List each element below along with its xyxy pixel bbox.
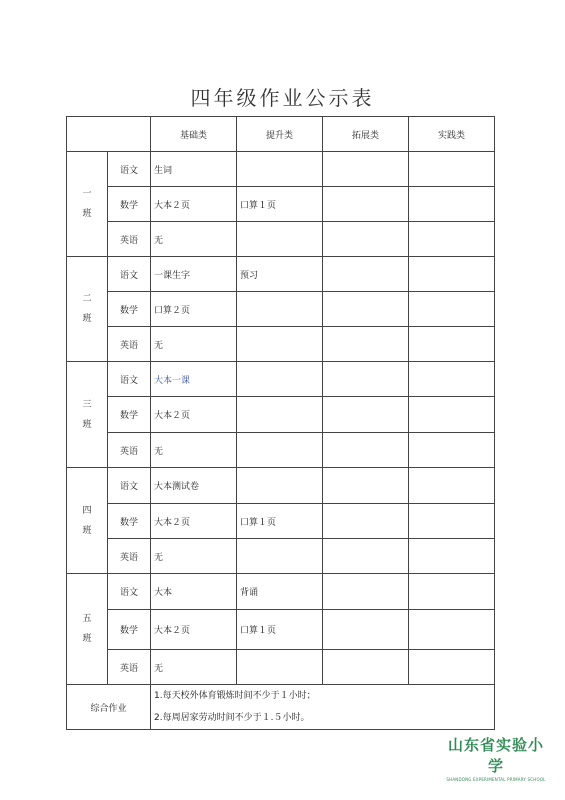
cell-advanced	[237, 468, 323, 504]
subject-label: 英语	[108, 650, 151, 685]
table-row	[67, 152, 495, 187]
cell-extension	[323, 292, 409, 327]
subject-label: 数学	[108, 610, 151, 650]
class-label-char: 一	[82, 189, 92, 199]
cell-extension	[323, 257, 409, 292]
cell-basic: 大本测试卷	[151, 468, 237, 504]
school-logo	[441, 734, 551, 782]
cell-advanced	[237, 539, 323, 574]
cell-extension	[323, 610, 409, 650]
homework-table	[66, 116, 495, 730]
class-label-char: 二	[82, 294, 92, 304]
cell-extension	[323, 468, 409, 504]
header-row	[67, 117, 495, 152]
class-label-char: 三	[82, 399, 92, 410]
class-label-char: 班	[82, 525, 92, 536]
cell-extension	[323, 397, 409, 433]
cell-practice	[409, 650, 495, 685]
cell-basic: 无	[151, 433, 237, 468]
cell-basic: 大本２页	[151, 397, 237, 433]
comprehensive-row	[67, 685, 495, 730]
table-row	[67, 327, 495, 362]
cell-practice	[409, 327, 495, 362]
comprehensive-line-2: 2.每周居家劳动时间不少于１.５小时。	[154, 713, 310, 723]
cell-practice	[409, 504, 495, 539]
cell-extension	[323, 327, 409, 362]
class-label-char: 五	[82, 614, 92, 624]
class-label-char: 班	[82, 209, 92, 219]
table-row	[67, 222, 495, 257]
cell-practice	[409, 468, 495, 504]
cell-practice	[409, 152, 495, 187]
cell-advanced	[237, 292, 323, 327]
subject-label: 数学	[108, 397, 151, 433]
header-practice: 实践类	[409, 117, 495, 152]
subject-label: 数学	[108, 187, 151, 222]
cell-extension	[323, 539, 409, 574]
header-corner	[67, 117, 151, 152]
cell-extension	[323, 152, 409, 187]
cell-advanced: 预习	[237, 257, 323, 292]
cell-practice	[409, 397, 495, 433]
subject-label: 英语	[108, 433, 151, 468]
comprehensive-label: 综合作业	[67, 685, 151, 730]
comprehensive-line-1: 1.每天校外体育锻炼时间不少于１小时；	[154, 691, 316, 701]
cell-advanced: 口算１页	[237, 187, 323, 222]
class-label-char: 四	[82, 505, 92, 516]
cell-practice	[409, 539, 495, 574]
cell-basic: 无	[151, 539, 237, 574]
table-row	[67, 362, 495, 397]
comprehensive-content	[151, 685, 495, 730]
class-label-char: 班	[82, 634, 92, 644]
table-row	[67, 574, 495, 610]
cell-practice	[409, 433, 495, 468]
page-title: 四年级作业公示表	[190, 86, 375, 110]
cell-advanced: 口算１页	[237, 504, 323, 539]
class-label	[67, 468, 108, 574]
table-row	[67, 292, 495, 327]
header-advanced: 提升类	[237, 117, 323, 152]
subject-label: 语文	[108, 574, 151, 610]
cell-practice	[409, 362, 495, 397]
subject-label: 语文	[108, 152, 151, 187]
cell-extension	[323, 574, 409, 610]
cell-extension	[323, 222, 409, 257]
table-row	[67, 539, 495, 574]
cell-advanced	[237, 433, 323, 468]
cell-basic: 无	[151, 222, 237, 257]
table-row	[67, 504, 495, 539]
table-row	[67, 433, 495, 468]
cell-basic: 无	[151, 327, 237, 362]
subject-label: 英语	[108, 222, 151, 257]
cell-basic: 一课生字	[151, 257, 237, 292]
subject-label: 数学	[108, 292, 151, 327]
cell-practice	[409, 292, 495, 327]
class-label-char: 班	[82, 419, 92, 430]
cell-advanced: 口算１页	[237, 610, 323, 650]
cell-extension	[323, 187, 409, 222]
school-logo-name: 山东省实验小学	[447, 736, 544, 775]
header-extension: 拓展类	[323, 117, 409, 152]
cell-practice	[409, 574, 495, 610]
cell-basic: 大本	[151, 574, 237, 610]
cell-extension	[323, 504, 409, 539]
cell-advanced	[237, 152, 323, 187]
table-row	[67, 610, 495, 650]
table-row	[67, 650, 495, 685]
cell-basic: 大本２页	[151, 610, 237, 650]
class-label	[67, 362, 108, 468]
cell-extension	[323, 650, 409, 685]
cell-advanced	[237, 362, 323, 397]
class-label	[67, 257, 108, 362]
cell-extension	[323, 362, 409, 397]
cell-advanced	[237, 397, 323, 433]
cell-basic: 口算２页	[151, 292, 237, 327]
subject-label: 语文	[108, 362, 151, 397]
subject-label: 语文	[108, 257, 151, 292]
subject-label: 英语	[108, 539, 151, 574]
cell-practice	[409, 257, 495, 292]
table-row	[67, 468, 495, 504]
cell-practice	[409, 610, 495, 650]
cell-extension	[323, 433, 409, 468]
cell-advanced	[237, 327, 323, 362]
cell-practice	[409, 187, 495, 222]
school-logo-english: SHANDONG EXPERIMENTAL PRIMARY SCHOOL	[446, 777, 546, 782]
table-row	[67, 257, 495, 292]
class-label-char: 班	[82, 314, 92, 324]
subject-label: 数学	[108, 504, 151, 539]
subject-label: 语文	[108, 468, 151, 504]
cell-basic: 大本一课	[151, 362, 237, 397]
cell-basic: 生词	[151, 152, 237, 187]
class-label	[67, 152, 108, 257]
cell-practice	[409, 222, 495, 257]
header-basic: 基础类	[151, 117, 237, 152]
table-row	[67, 397, 495, 433]
class-label	[67, 574, 108, 685]
subject-label: 英语	[108, 327, 151, 362]
cell-advanced	[237, 650, 323, 685]
cell-basic: 大本２页	[151, 187, 237, 222]
cell-advanced: 背诵	[237, 574, 323, 610]
cell-basic: 无	[151, 650, 237, 685]
table-row	[67, 187, 495, 222]
cell-advanced	[237, 222, 323, 257]
cell-basic: 大本２页	[151, 504, 237, 539]
